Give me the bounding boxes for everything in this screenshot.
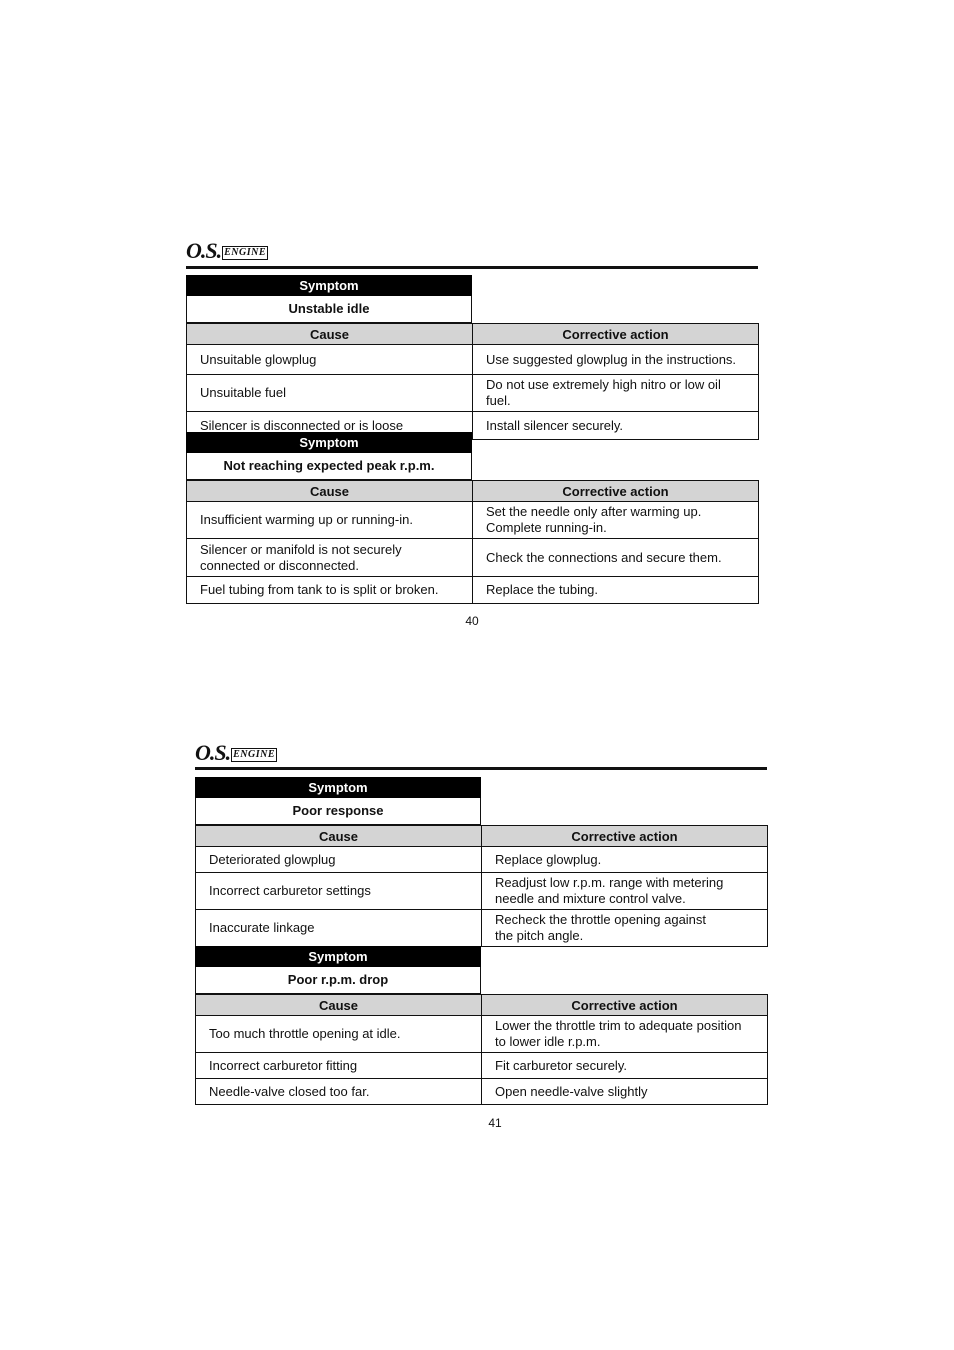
action-header: Corrective action (482, 995, 768, 1016)
action-header: Corrective action (473, 324, 759, 345)
action-cell: Replace glowplug. (482, 847, 768, 873)
manual-page-41 (0, 500, 954, 1175)
action-cell: Lower the throttle trim to adequate position to lower idle r.p.m. (482, 1016, 768, 1053)
action-cell: Use suggested glowplug in the instructions. (473, 345, 759, 375)
cause-cell: Unsuitable fuel (187, 375, 473, 412)
symptom-title: Poor response (195, 798, 481, 825)
logo-engine-text: ENGINE (224, 247, 267, 258)
table-header-row (187, 481, 759, 502)
cause-header: Cause (196, 995, 482, 1016)
cause-cell: Incorrect carburetor settings (196, 873, 482, 910)
symptom-title: Poor r.p.m. drop (195, 967, 481, 994)
table-header-row (187, 324, 759, 345)
header-rule (195, 767, 767, 770)
table-row (196, 1079, 768, 1105)
action-cell: Install silencer securely. (473, 412, 759, 440)
symptom-title: Not reaching expected peak r.p.m. (186, 453, 472, 480)
action-cell: Fit carburetor securely. (482, 1053, 768, 1079)
table-row (196, 847, 768, 873)
header-rule (186, 266, 758, 269)
logo-engine-text: ENGINE (233, 749, 276, 760)
cause-cell: Insufficient warming up or running-in. (187, 502, 473, 539)
action-header: Corrective action (473, 481, 759, 502)
cause-cell: Fuel tubing from tank to is split or broken. (187, 577, 473, 604)
table-row (187, 345, 759, 375)
cause-cell: Deteriorated glowplug (196, 847, 482, 873)
symptom-section-poor-response (195, 777, 767, 947)
cause-header: Cause (187, 324, 473, 345)
os-engine-logo (186, 240, 268, 262)
table-row (187, 375, 759, 412)
table-header-row (196, 826, 768, 847)
cause-action-table (186, 323, 759, 440)
table-row (196, 1053, 768, 1079)
symptom-label: Symptom (186, 432, 472, 453)
cause-header: Cause (187, 481, 473, 502)
action-cell: Open needle-valve slightly (482, 1079, 768, 1105)
symptom-label: Symptom (195, 777, 481, 798)
page-number: 41 (488, 1116, 502, 1130)
table-row (196, 910, 768, 947)
table-row (196, 1016, 768, 1053)
symptom-label: Symptom (186, 275, 472, 296)
symptom-title: Unstable idle (186, 296, 472, 323)
action-cell: Set the needle only after warming up. Complete running-in. (473, 502, 759, 539)
symptom-section-unstable-idle (186, 275, 758, 440)
cause-cell: Too much throttle opening at idle. (196, 1016, 482, 1053)
table-header-row (196, 995, 768, 1016)
logo-os-text: O.S. (186, 238, 222, 263)
cause-header: Cause (196, 826, 482, 847)
action-cell: Readjust low r.p.m. range with metering needle and mixture control valve. (482, 873, 768, 910)
action-cell: Check the connections and secure them. (473, 539, 759, 577)
cause-cell: Inaccurate linkage (196, 910, 482, 947)
cause-cell: Unsuitable glowplug (187, 345, 473, 375)
cause-cell: Needle-valve closed too far. (196, 1079, 482, 1105)
logo-os-text: O.S. (195, 740, 231, 765)
cause-cell: Incorrect carburetor fitting (196, 1053, 482, 1079)
cause-action-table (195, 825, 768, 947)
symptom-section-poor-rpm-drop (195, 946, 767, 1105)
action-cell: Replace the tubing. (473, 577, 759, 604)
table-row (196, 873, 768, 910)
page-number: 40 (465, 614, 479, 628)
action-header: Corrective action (482, 826, 768, 847)
action-cell: Recheck the throttle opening against the pitch angle. (482, 910, 768, 947)
cause-cell: Silencer or manifold is not securely connected or disconnected. (187, 539, 473, 577)
action-cell: Do not use extremely high nitro or low oil fuel. (473, 375, 759, 412)
symptom-label: Symptom (195, 946, 481, 967)
cause-action-table (195, 994, 768, 1105)
cause-cell: Silencer is disconnected or is loose (187, 412, 473, 440)
os-engine-logo (195, 742, 277, 764)
